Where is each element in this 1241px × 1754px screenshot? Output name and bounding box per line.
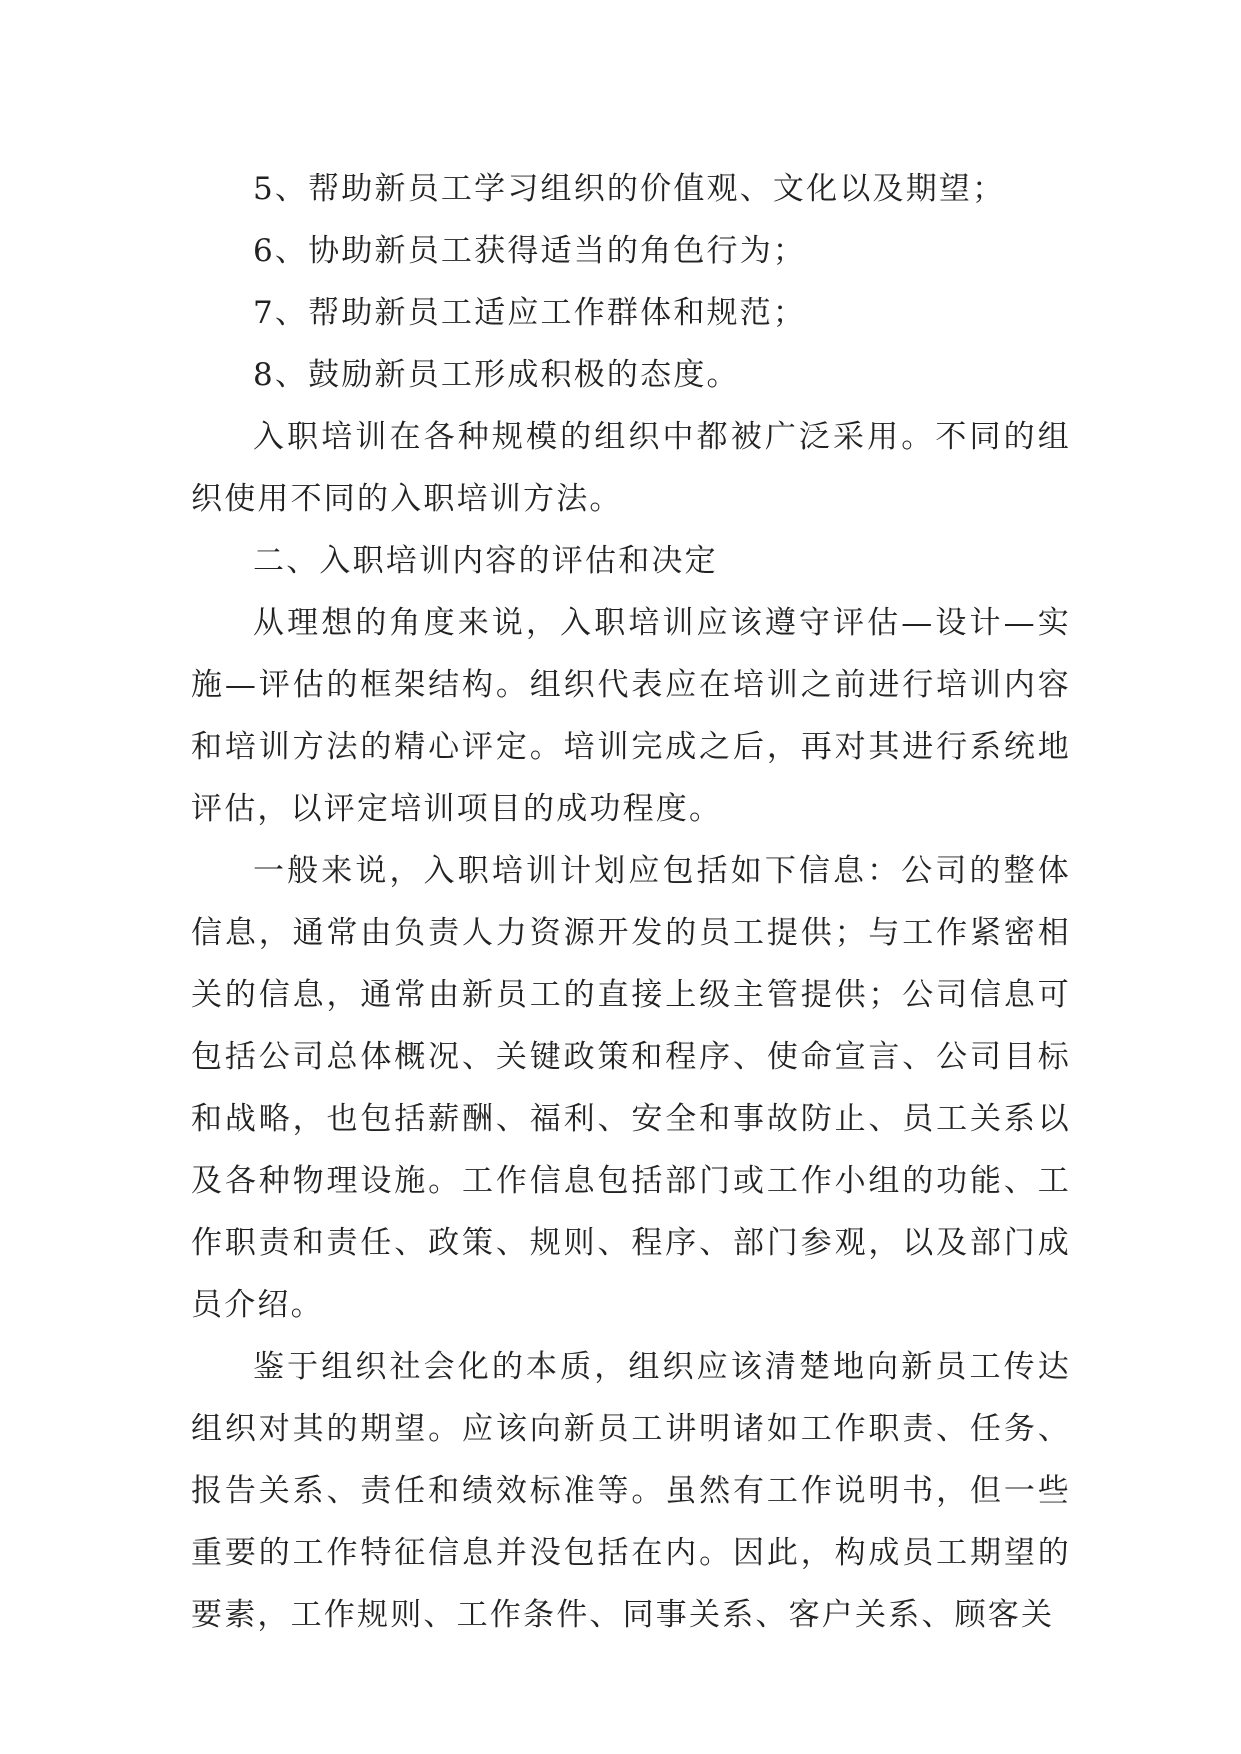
list-item-7: 7、帮助新员工适应工作群体和规范； — [253, 295, 807, 331]
list-item-8: 8、鼓励新员工形成积极的态度。 — [253, 357, 740, 393]
paragraph-plan-content: 一般来说，入职培训计划应包括如下信息：公司的整体信息，通常由负责人力资源开发的员工提供；与工作紧密相关的信息，通常由新员工的直接上级主管提供；公司信息可包括公司总体概况、关键政策和程序、使命宣言、公司目标和战略，也包括薪酬、福利、安全和事故防止、员工关系以及各种物理设施。工作信息包括部门或工作小组的功能、工作职责和责任、政策、规则、程序、部门参观，以及部门成员介绍。 — [191, 853, 1071, 1323]
section-heading: 二、入职培训内容的评估和决定 — [253, 543, 718, 579]
document-body — [191, 158, 1071, 1646]
list-item-5: 5、帮助新员工学习组织的价值观、文化以及期望； — [253, 171, 1006, 207]
list-item-6: 6、协助新员工获得适当的角色行为； — [253, 233, 807, 269]
paragraph-usage: 入职培训在各种规模的组织中都被广泛采用。不同的组织使用不同的入职培训方法。 — [191, 419, 1071, 517]
paragraph-expectations: 鉴于组织社会化的本质，组织应该清楚地向新员工传达组织对其的期望。应该向新员工讲明诸如工作职责、任务、报告关系、责任和绩效标准等。虽然有工作说明书，但一些重要的工作特征信息并没包括在内。因此，构成员工期望的要素，工作规则、工作条件、同事关系、客户关系、顾客关 — [191, 1349, 1071, 1633]
paragraph-framework: 从理想的角度来说，入职培训应该遵守评估—设计—实施—评估的框架结构。组织代表应在培训之前进行培训内容和培训方法的精心评定。培训完成之后，再对其进行系统地评估，以评定培训项目的成功程度。 — [191, 605, 1071, 827]
